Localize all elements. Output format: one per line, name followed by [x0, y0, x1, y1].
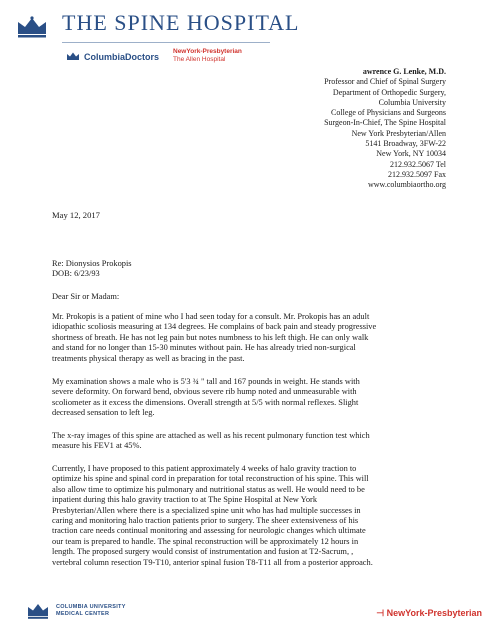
- body-line: vertebral column resection T9-T10, anterior spinal fusion T8-T11 all from a posterior approach.: [52, 557, 373, 567]
- body-line: The x-ray images of this spine are attached as well as his recent pulmonary function test which: [52, 431, 370, 440]
- re-block: [52, 259, 132, 279]
- body-line: traction care needs continual monitoring and assessing for neurologic changes which ultimate: [52, 526, 366, 536]
- allen-hospital-label: The Allen Hospital: [173, 56, 226, 63]
- sender-line: Surgeon-In-Chief, The Spine Hospital: [324, 118, 446, 128]
- body-line: Presbyterian/Allen where there is a specialized spine unit who has had multiple successes in: [52, 505, 361, 515]
- sender-line: 5141 Broadway, 3FW-22: [365, 139, 446, 149]
- letter-date: May 12, 2017: [52, 210, 100, 220]
- salutation: Dear Sir or Madam:: [52, 292, 120, 301]
- body-line: idiopathic scoliosis measuring at 134 degrees. He complains of back pain and steady progressive: [52, 322, 377, 332]
- body-line: optimize his spine and spinal cord in preparation for total reconstruction of his spine. This will: [52, 474, 369, 484]
- sender-line: 212.932.5097 Fax: [388, 169, 446, 179]
- sender-line: Columbia University: [378, 97, 446, 107]
- body-line: Mr. Prokopis is a patient of mine who I had seen today for a consult. Mr. Prokopis has an adult: [52, 312, 370, 321]
- nyp-footer-label: NewYork-Presbyterian: [386, 608, 482, 618]
- sender-block: [324, 67, 446, 191]
- body-line: length. The proposed surgery would consist of instrumentation and fusion at T2-Sacrum, ,: [52, 547, 354, 557]
- letterhead-rule: [62, 42, 270, 43]
- sender-line: College of Physicians and Surgeons: [331, 108, 446, 118]
- sender-website[interactable]: www.columbiaortho.org: [368, 180, 446, 190]
- body-paragraph-4: [52, 464, 470, 568]
- crown-logo: [16, 16, 48, 43]
- sender-line: Professor and Chief of Spinal Surgery: [324, 77, 446, 87]
- nyp-footer-logo: [376, 608, 482, 619]
- nyp-footer-icon: ⊣: [376, 608, 385, 618]
- body-line: treatments physical therapy as well as bracing in the past.: [52, 353, 245, 363]
- body-line: also allow time to optimize his pulmonary and nutritional status as well. He would need to be: [52, 484, 365, 494]
- columbia-doctors-logo: [66, 52, 159, 63]
- body-paragraph-2: [52, 377, 470, 419]
- columbia-medical-center-logo: [26, 603, 126, 622]
- footer-left-line1: COLUMBIA UNIVERSITY: [56, 604, 126, 610]
- body-line: My examination shows a male who is 5'3 ¾ " tall and 167 pounds in weight. He stands with: [52, 377, 360, 386]
- columbia-crown-icon: [66, 52, 80, 63]
- sender-line: 212.932.5067 Tel: [390, 159, 446, 169]
- sender-line: New York Presbyterian/Allen: [351, 128, 446, 138]
- body-line: scoliometer as it excess the dimensions. Overall strength at 5/5 with normal reflexes. Slight: [52, 397, 359, 407]
- columbia-doctors-label: ColumbiaDoctors: [84, 52, 160, 62]
- body-line: our team is prepared to handle. The spinal reconstruction will be approximately 12 hours in: [52, 536, 359, 546]
- nyp-allen-logo: [173, 48, 242, 64]
- organization-title: THE SPINE HOSPITAL: [62, 10, 300, 35]
- body-line: Currently, I have proposed to this patient approximately 4 weeks of halo gravity traction to: [52, 464, 357, 473]
- body-line: severe deformity. On forward bend, obvious severe rib hump noted and unmeasurable with: [52, 387, 357, 397]
- nyp-label: NewYork-Presbyterian: [173, 48, 242, 55]
- body-line: measure his FEV1 at 45%.: [52, 441, 142, 451]
- re-dob: DOB: 6/23/93: [52, 269, 100, 278]
- body-line: and stand for no longer than 15-30 minutes without pain. He has already tried non-surgical: [52, 343, 356, 353]
- sender-line: Department of Orthopedic Surgery,: [332, 87, 446, 97]
- re-patient: Re: Dionysios Prokopis: [52, 259, 132, 268]
- body-line: shortness of breath. He has not leg pain but notes numbness to his left thigh. He can only walk: [52, 332, 369, 342]
- body-paragraph-3: [52, 431, 470, 452]
- body-line: caring and monitoring halo traction patients prior to surgery. The sheer extensiveness of his: [52, 516, 359, 526]
- body-line: inpatient during this halo gravity traction to at The Spine Hospital at New York: [52, 495, 318, 505]
- body-paragraph-1: [52, 312, 470, 364]
- body-line: decreased sensation to left leg.: [52, 408, 155, 418]
- footer-crown-icon: [26, 603, 50, 619]
- sender-name: awrence G. Lenke, M.D.: [362, 67, 446, 76]
- sender-line: New York, NY 10034: [376, 149, 446, 159]
- footer-left-line2: MEDICAL CENTER: [56, 611, 110, 617]
